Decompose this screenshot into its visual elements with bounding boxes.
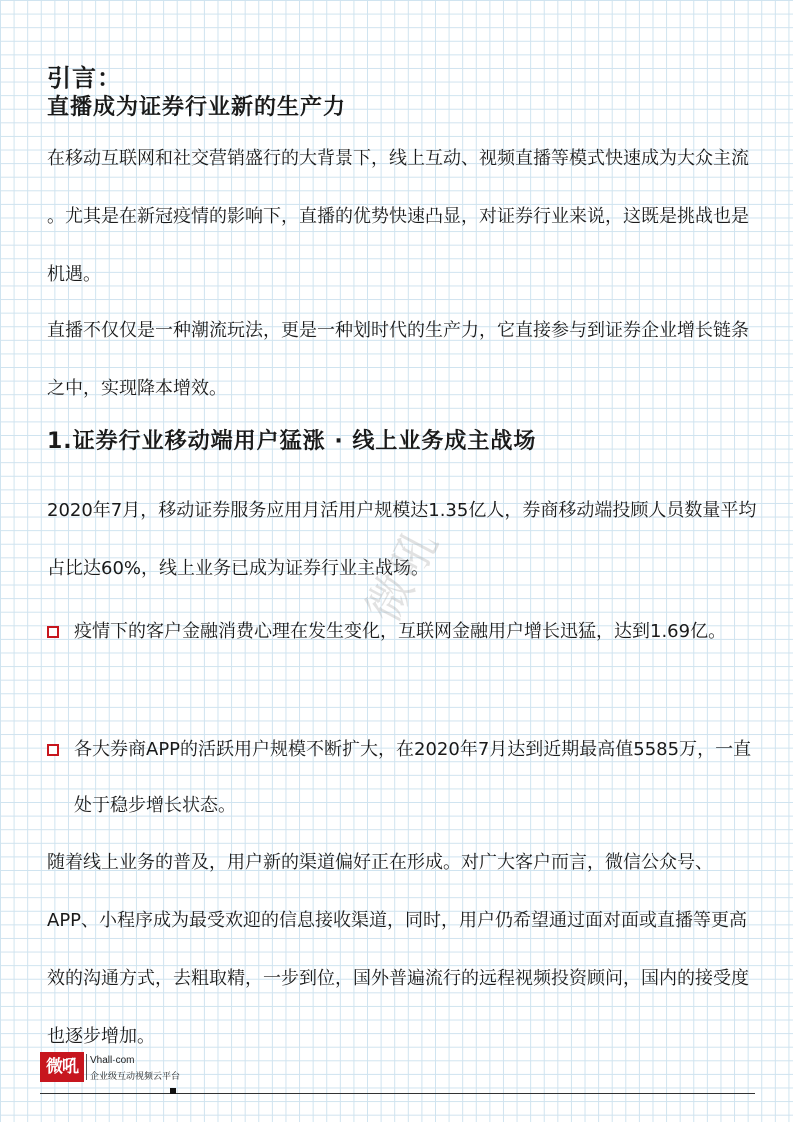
bullet-text: 各大券商APP的活跃用户规模不断扩大，在2020年7月达到近期最高值5585万，一直处于稳步增长状态。 [74, 739, 752, 816]
bullet-square-icon [47, 744, 59, 756]
section-heading: 1.证券行业移动端用户猛涨 · 线上业务成主战场 [47, 429, 537, 454]
vhall-logo: 微吼 [40, 1052, 84, 1082]
section-lead-paragraph: 2020年7月，移动证券服务应用月活用户规模达1.35亿人，券商移动端投顾人员数量平均占比达60%，线上业务已成为证券行业主战场。 [47, 500, 757, 579]
intro-title: 直播成为证券行业新的生产力 [47, 95, 347, 120]
bullet-square-icon [47, 626, 59, 638]
intro-label: 引言： [47, 64, 122, 92]
closing-paragraph: 随着线上业务的普及，用户新的渠道偏好正在形成。对广大客户而言，微信公众号、APP、小程序成为最受欢迎的信息接收渠道，同时，用户仍希望通过面对面或直播等更高效的沟通方式，去粗取精，一步到位，国外普遍流行的远程视频投资顾问，国内的接受度也逐步增加。 [47, 852, 749, 1047]
footer-rule [40, 1093, 755, 1094]
intro-paragraph-1: 在移动互联网和社交营销盛行的大背景下，线上互动、视频直播等模式快速成为大众主流 。尤其是在新冠疫情的影响下，直播的优势快速凸显，对证券行业来说，这既是挑战也是机遇。 [47, 148, 749, 285]
intro-paragraph-2: 直播不仅仅是一种潮流玩法，更是一种划时代的生产力，它直接参与到证券企业增长链条之中，实现降本增效。 [47, 320, 749, 399]
footer-divider [86, 1054, 87, 1080]
footer-site: Vhall·com [90, 1055, 135, 1066]
footer-slogan: 企业级互动视频云平台 [90, 1072, 181, 1082]
bullet-item-2 [47, 722, 757, 834]
footer-dot [170, 1088, 176, 1094]
watermark: 微吼 [355, 517, 450, 632]
bullet-text: 疫情下的客户金融消费心理在发生变化，互联网金融用户增长迅猛，达到1.69亿。 [74, 621, 727, 642]
